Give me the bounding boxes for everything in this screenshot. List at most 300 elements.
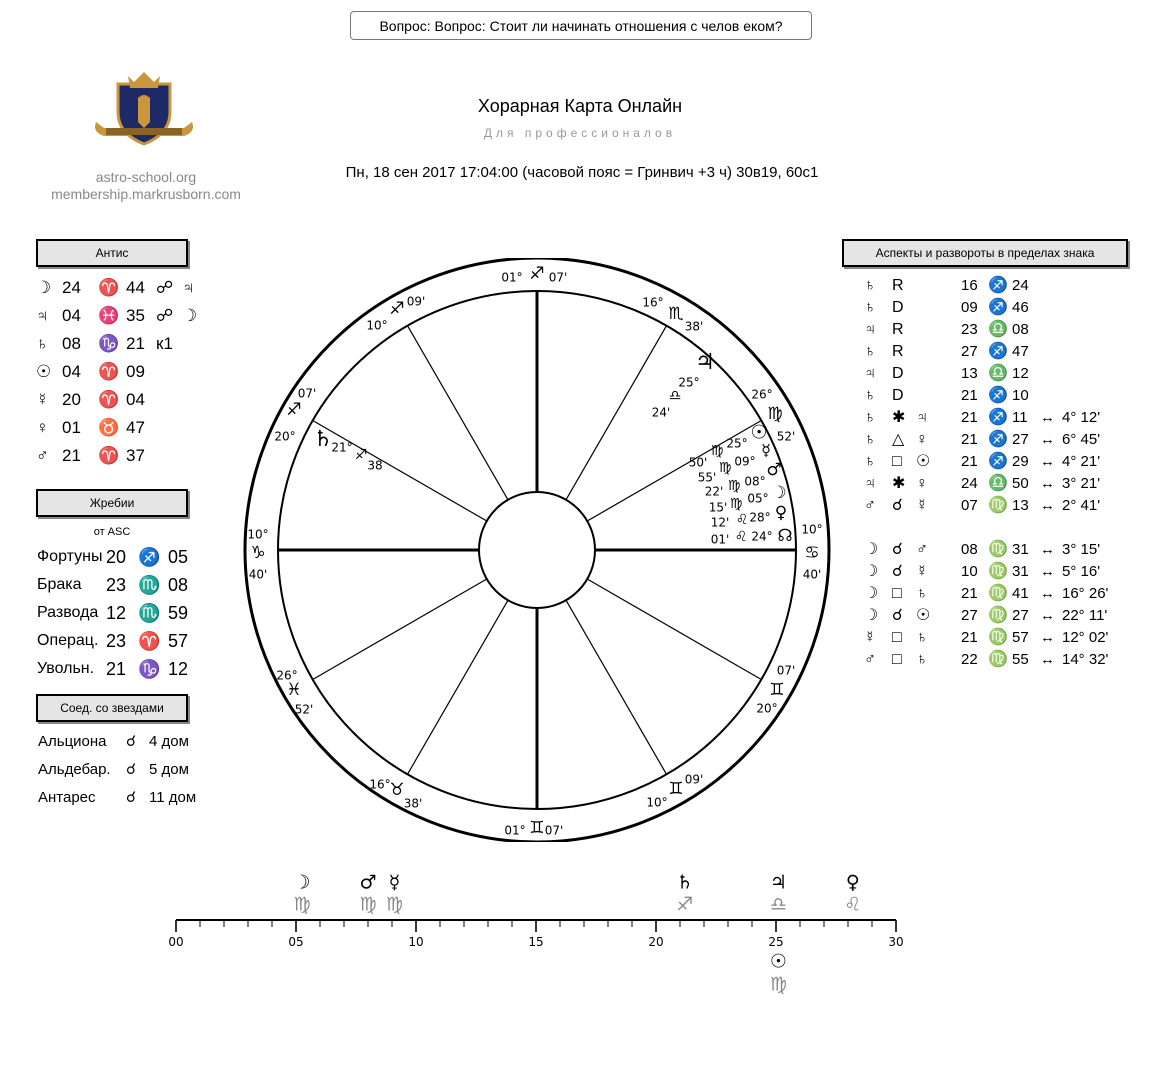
cusp-degree: 10° (646, 795, 668, 810)
question-box: Вопрос: Вопрос: Стоит ли начинать отношения с челов еком? (350, 11, 812, 40)
house-cusp-line (566, 600, 667, 774)
stars-header: Соед. со звездами (36, 694, 188, 722)
lot-degree: 23 (106, 631, 127, 651)
antis-sign: ♓ (98, 306, 120, 325)
planet-glyph: ☊ (777, 526, 793, 546)
cusp-sign: ♓ (286, 680, 302, 700)
aspect-p2: ♄ (916, 585, 928, 602)
planet-minutes: 01' (710, 532, 730, 547)
cusp-minutes: 52' (294, 702, 314, 717)
planet-minutes: 15' (708, 500, 728, 515)
aspect-p1: ☿ (864, 629, 876, 646)
antis-deg: 08 (62, 334, 81, 353)
aspect-min: 13 (1012, 497, 1029, 514)
cusp-minutes: 07' (297, 386, 317, 401)
chart-planet (652, 350, 715, 420)
site-url-1[interactable]: astro-school.org (95, 169, 197, 185)
aspect-sign: ♐ (988, 453, 1008, 470)
aspect-deg: 27 (961, 607, 978, 624)
aspect-p1: ♄ (864, 431, 876, 448)
cusp-minutes: 07' (544, 823, 564, 838)
antis-deg: 04 (62, 362, 81, 381)
aspect-sign: ♐ (988, 343, 1008, 360)
antis-min: 21 (126, 334, 145, 353)
antis-target: ☽ (182, 306, 198, 325)
star-name: Альдебар. (38, 761, 111, 778)
antis-deg: 21 (62, 446, 81, 465)
lot-row (36, 628, 196, 654)
aspect-sign: ♐ (988, 299, 1008, 316)
aspect-sign: ♍ (988, 497, 1008, 514)
aspect-deg: 08 (961, 541, 978, 558)
aspect-asp: ✱ (892, 475, 906, 492)
antis-sign: ♈ (98, 390, 120, 409)
ruler-planet (770, 872, 787, 916)
cusp-label (366, 295, 425, 333)
aspect-min: 41 (1012, 585, 1029, 602)
aspect-p1: ♄ (864, 343, 876, 360)
aspect-row (864, 429, 1134, 451)
cusp-minutes: 38' (684, 319, 704, 334)
aspect-asp: ☌ (892, 541, 903, 558)
chart-planet (313, 427, 383, 473)
aspect-deg: 23 (961, 321, 978, 338)
lot-degree: 20 (106, 547, 127, 567)
aspect-sign: ♐ (988, 277, 1008, 294)
lot-degree: 12 (106, 603, 127, 623)
aspect-sign: ♎ (988, 365, 1008, 382)
antis-sign: ♉ (98, 418, 120, 437)
aspect-sign: ♍ (988, 651, 1008, 668)
aspect-sign: ♍ (988, 541, 1008, 558)
cusp-minutes: 07' (776, 663, 796, 678)
aspect-arrow: ↔ (1040, 409, 1055, 426)
antis-min: 37 (126, 446, 145, 465)
cusp-minutes: 07' (548, 270, 568, 285)
aspect-sign: ♍ (988, 607, 1008, 624)
planet-sign: ♎ (668, 388, 682, 404)
aspect-orb: 12° 02' (1062, 629, 1109, 646)
antis-deg: 20 (62, 390, 81, 409)
antis-asp: ☍ (156, 278, 174, 297)
ruler-planet (386, 872, 403, 916)
antis-deg: 04 (62, 306, 81, 325)
antis-planet: ♀ (36, 418, 49, 437)
lot-sign: ♈ (138, 631, 161, 651)
cusp-degree: 16° (642, 295, 664, 310)
star-row (38, 730, 208, 754)
aspect-deg: 27 (961, 343, 978, 360)
ruler-tick-label: 25 (768, 935, 784, 949)
cusp-sign: ♏ (668, 304, 684, 324)
aspect-asp: ✱ (892, 409, 906, 426)
planet-glyph: ♀ (774, 503, 788, 523)
page-subtitle: Для профессионалов (483, 126, 677, 140)
lot-minutes: 57 (168, 631, 189, 651)
aspect-arrow: ↔ (1040, 453, 1055, 470)
lot-row (36, 544, 196, 570)
aspect-sign: ♍ (988, 563, 1008, 580)
aspect-p1: ☽ (864, 607, 879, 624)
lot-minutes: 08 (168, 575, 189, 595)
lot-name: Операц. (37, 632, 99, 649)
ruler-planet-glyph: ☿ (388, 871, 401, 894)
aspect-min: 46 (1012, 299, 1029, 316)
planet-sign: ♐ (354, 447, 368, 463)
antis-row (36, 303, 196, 329)
antis-row (36, 415, 196, 441)
aspect-min: 27 (1012, 607, 1029, 624)
aspect-p1: ♄ (864, 387, 876, 404)
antis-planet: ♂ (36, 446, 49, 465)
ruler-planet-glyph: ♂ (359, 871, 377, 894)
lot-minutes: 05 (168, 547, 189, 567)
aspect-sign: ♎ (988, 321, 1008, 338)
aspect-sign: ♎ (988, 475, 1008, 492)
cusp-label (504, 818, 563, 838)
cusp-label (642, 296, 703, 334)
cusp-sign: ♋ (804, 543, 820, 563)
cusp-degree: 26° (276, 668, 298, 683)
planet-glyph: ☿ (761, 440, 771, 460)
aspect-p1: ♄ (864, 277, 876, 294)
aspect-min: 29 (1012, 453, 1029, 470)
antis-row (36, 331, 196, 357)
antis-planet: ♄ (36, 334, 49, 353)
planet-degree: 25° (726, 436, 748, 451)
star-aspect: ☌ (126, 761, 137, 778)
aspect-deg: 21 (961, 387, 978, 404)
star-aspect: ☌ (126, 733, 137, 750)
aspect-p1: ♄ (864, 409, 876, 426)
aspect-asp: R (892, 277, 904, 294)
cusp-degree: 10° (247, 527, 269, 542)
center-circle (479, 492, 595, 608)
aspect-asp: ☌ (892, 563, 903, 580)
aspect-row (864, 649, 1134, 671)
ruler-planet-sign: ♍ (359, 893, 377, 916)
aspect-row (864, 583, 1134, 605)
aspect-p1: ♃ (864, 321, 876, 338)
lot-minutes: 59 (168, 603, 189, 623)
aspect-asp: ☌ (892, 497, 903, 514)
aspect-p1: ♄ (864, 299, 876, 316)
aspect-p2: ☿ (916, 497, 928, 514)
antis-planet: ☉ (36, 362, 52, 381)
antis-row (36, 275, 196, 301)
planet-degree: 09° (734, 454, 756, 469)
aspect-deg: 21 (961, 629, 978, 646)
star-row (38, 786, 208, 810)
planet-degree: 24° (751, 529, 773, 544)
aspect-asp: D (892, 387, 904, 404)
aspect-min: 57 (1012, 629, 1029, 646)
aspect-row (864, 363, 1134, 385)
aspect-deg: 21 (961, 453, 978, 470)
cusp-degree: 20° (274, 429, 296, 444)
planet-sign: ♍ (727, 478, 741, 494)
ruler-planet-sign: ♍ (769, 973, 787, 996)
cusp-sign: ♑ (250, 543, 266, 563)
planet-glyph: ♂ (766, 460, 782, 480)
cusp-degree: 01° (504, 823, 526, 838)
aspect-orb: 5° 16' (1062, 563, 1101, 580)
ruler-tick-label: 20 (648, 935, 664, 949)
cusp-sign: ♍ (767, 404, 783, 424)
antis-target: ♃ (182, 278, 195, 297)
planet-sign: ♌ (735, 512, 749, 528)
aspect-asp: R (892, 321, 904, 338)
cusp-sign: ♊ (529, 818, 545, 838)
cusp-degree: 10° (801, 522, 823, 537)
aspect-row (864, 385, 1134, 407)
planet-sign: ♍ (710, 443, 724, 459)
aspect-arrow: ↔ (1040, 431, 1055, 448)
aspect-arrow: ↔ (1040, 629, 1055, 646)
ruler-tick-label: 05 (288, 935, 304, 949)
ruler-planet-sign: ♍ (293, 893, 311, 916)
aspect-p1: ♄ (864, 453, 876, 470)
aspect-deg: 09 (961, 299, 978, 316)
aspect-asp: R (892, 343, 904, 360)
aspect-p2: ☿ (916, 563, 928, 580)
aspect-deg: 07 (961, 497, 978, 514)
planet-degree: 05° (747, 491, 769, 506)
aspect-sign: ♍ (988, 629, 1008, 646)
ruler-tick-label: 00 (168, 935, 184, 949)
aspect-p2: ♀ (916, 431, 928, 448)
ruler-planet-glyph: ☽ (293, 871, 311, 894)
antis-asp: ☍ (156, 306, 174, 325)
ruler-planet-sign: ♍ (385, 893, 403, 916)
aspect-p1: ♃ (864, 365, 876, 382)
cusp-label (646, 773, 703, 810)
planet-glyph: ♃ (695, 350, 715, 375)
lot-sign: ♏ (138, 603, 161, 623)
ruler-planet (676, 872, 693, 916)
aspect-sign: ♍ (988, 585, 1008, 602)
lots-header: Жребии (36, 489, 188, 517)
cusp-degree: 16° (369, 777, 391, 792)
chart-date-line: Пн, 18 сен 2017 17:04:00 (часовой пояс = Гринвич +3 ч) 30в19, 60с1 (345, 164, 819, 181)
ruler-planet-glyph: ☉ (769, 950, 787, 973)
aspect-deg: 13 (961, 365, 978, 382)
aspect-sign: ♐ (988, 431, 1008, 448)
aspect-deg: 10 (961, 563, 978, 580)
star-name: Антарес (38, 789, 96, 806)
page-title: Хорарная Карта Онлайн (477, 96, 683, 116)
house-cusp-line (408, 600, 509, 774)
aspect-p1: ☽ (864, 585, 879, 602)
house-cusp-line (313, 421, 487, 522)
aspect-orb: 4° 12' (1062, 409, 1101, 426)
antis-min: 09 (126, 362, 145, 381)
ruler-tick-label: 10 (408, 935, 424, 949)
aspect-deg: 21 (961, 585, 978, 602)
aspect-arrow: ↔ (1040, 475, 1055, 492)
star-house: 5 дом (149, 761, 189, 778)
lot-name: Брака (37, 576, 82, 593)
antis-row (36, 387, 196, 413)
aspect-orb: 14° 32' (1062, 651, 1109, 668)
planet-degree: 21° (331, 440, 353, 455)
aspect-row (864, 627, 1134, 649)
aspect-sign: ♐ (988, 409, 1008, 426)
aspect-orb: 16° 26' (1062, 585, 1109, 602)
aspect-min: 47 (1012, 343, 1029, 360)
aspect-asp: ☌ (892, 607, 903, 624)
aspect-p2: ☉ (916, 607, 931, 624)
planet-glyph: ☉ (750, 421, 768, 444)
aspect-asp: □ (892, 585, 902, 602)
cusp-degree: 26° (751, 387, 773, 402)
aspect-p2: ☉ (916, 453, 931, 470)
lot-name: Фортуны (37, 548, 103, 565)
aspect-deg: 21 (961, 409, 978, 426)
cusp-label (274, 387, 316, 444)
aspect-orb: 4° 21' (1062, 453, 1101, 470)
cusp-label (501, 264, 567, 285)
aspect-arrow: ↔ (1040, 563, 1055, 580)
cusp-sign: ♊ (668, 779, 684, 799)
lot-name: Развода (37, 604, 99, 621)
aspect-p2: ♀ (916, 475, 928, 492)
lots-from-asc: от ASC (93, 526, 131, 538)
aspect-arrow: ↔ (1040, 585, 1055, 602)
lot-row (36, 656, 196, 682)
cusp-minutes: 38' (403, 796, 423, 811)
antis-planet: ☽ (36, 278, 52, 297)
star-house: 11 дом (149, 789, 197, 806)
ruler-planet (770, 951, 787, 996)
ruler-planet (293, 872, 310, 916)
cusp-sign: ♊ (769, 680, 785, 700)
antis-deg: 24 (62, 278, 81, 297)
aspect-p2: ♄ (916, 651, 928, 668)
planet-minutes: 55' (697, 470, 717, 485)
house-cusp-line (587, 579, 761, 680)
planet-sign: ♍ (729, 496, 743, 512)
aspect-p1: ☽ (864, 541, 879, 558)
planet-minutes: 22' (704, 484, 724, 499)
planet-minutes: 38 (367, 458, 383, 473)
lot-sign: ♐ (138, 547, 161, 567)
aspect-orb: 6° 45' (1062, 431, 1101, 448)
lot-row (36, 572, 196, 598)
ruler-planet-glyph: ♃ (769, 871, 787, 894)
aspect-row (864, 341, 1134, 363)
ruler-planet-sign: ♐ (676, 893, 694, 916)
aspect-deg: 22 (961, 651, 978, 668)
star-aspect: ☌ (126, 789, 137, 806)
degree-ruler (160, 860, 920, 1000)
aspect-asp: D (892, 365, 904, 382)
antis-min: 35 (126, 306, 145, 325)
antis-min: 44 (126, 278, 145, 297)
aspect-row (864, 297, 1134, 319)
aspect-asp: □ (892, 651, 902, 668)
aspect-row (864, 561, 1134, 583)
aspect-min: 27 (1012, 431, 1029, 448)
lot-row (36, 600, 196, 626)
cusp-degree: 10° (366, 318, 388, 333)
aspect-p1: ♃ (864, 475, 876, 492)
lot-name: Увольн. (37, 660, 95, 677)
aspect-row (864, 539, 1134, 561)
aspect-min: 50 (1012, 475, 1029, 492)
planet-degree: 25° (678, 375, 700, 390)
lot-degree: 21 (106, 659, 127, 679)
aspect-orb: 3° 21' (1062, 475, 1101, 492)
site-url-2[interactable]: membership.markrusborn.com (51, 186, 241, 202)
antis-row (36, 443, 196, 469)
planet-minutes: 50' (688, 455, 708, 470)
planet-sign: ♍ (718, 460, 732, 476)
antis-asp: к1 (156, 334, 173, 353)
star-house: 4 дом (149, 733, 189, 750)
lot-degree: 23 (106, 575, 127, 595)
antis-sign: ♈ (98, 362, 120, 381)
ruler-planet (844, 872, 861, 916)
aspect-arrow: ↔ (1040, 651, 1055, 668)
aspect-min: 24 (1012, 277, 1029, 294)
planet-glyph: ☽ (771, 483, 787, 503)
antis-planet: ☿ (36, 390, 49, 409)
house-cusp-line (313, 579, 487, 680)
planet-minutes: 12' (710, 515, 730, 530)
cusp-degree: 20° (756, 701, 778, 716)
cusp-label (756, 664, 795, 716)
aspect-arrow: ↔ (1040, 497, 1055, 514)
aspect-row (864, 495, 1134, 517)
aspect-min: 11 (1012, 409, 1028, 426)
aspect-arrow: ↔ (1040, 541, 1055, 558)
aspect-min: 12 (1012, 365, 1029, 382)
aspect-orb: 2° 41' (1062, 497, 1101, 514)
planet-glyph: ♄ (313, 427, 333, 452)
antis-sign: ♑ (98, 334, 120, 353)
ruler-planet-sign: ♎ (769, 893, 787, 916)
school-crest-logo (88, 66, 200, 152)
aspect-min: 55 (1012, 651, 1029, 668)
aspect-p2: ♂ (916, 541, 928, 558)
aspect-orb: 3° 15' (1062, 541, 1101, 558)
aspect-p1: ☽ (864, 563, 879, 580)
ruler-tick-label: 15 (528, 935, 544, 949)
aspect-row (864, 407, 1134, 429)
aspect-row (864, 275, 1134, 297)
aspect-min: 31 (1012, 541, 1029, 558)
cusp-minutes: 09' (406, 294, 426, 309)
aspect-p2: ♃ (916, 409, 928, 426)
aspect-row (864, 473, 1134, 495)
aspect-deg: 16 (961, 277, 978, 294)
antis-sign: ♈ (98, 278, 120, 297)
antis-row (36, 359, 196, 385)
antis-sign: ♈ (98, 446, 120, 465)
cusp-label (247, 528, 268, 582)
aspect-arrow: ↔ (1040, 607, 1055, 624)
aspect-asp: □ (892, 629, 902, 646)
antis-min: 04 (126, 390, 145, 409)
ruler-planet-sign: ♌ (844, 893, 862, 916)
planet-minutes: 24' (651, 405, 671, 420)
cusp-minutes: 40' (802, 567, 822, 582)
antis-min: 47 (126, 418, 145, 437)
cusp-minutes: 52' (776, 429, 796, 444)
ruler-tick-label: 30 (888, 935, 904, 949)
house-cusp-line (408, 326, 509, 500)
